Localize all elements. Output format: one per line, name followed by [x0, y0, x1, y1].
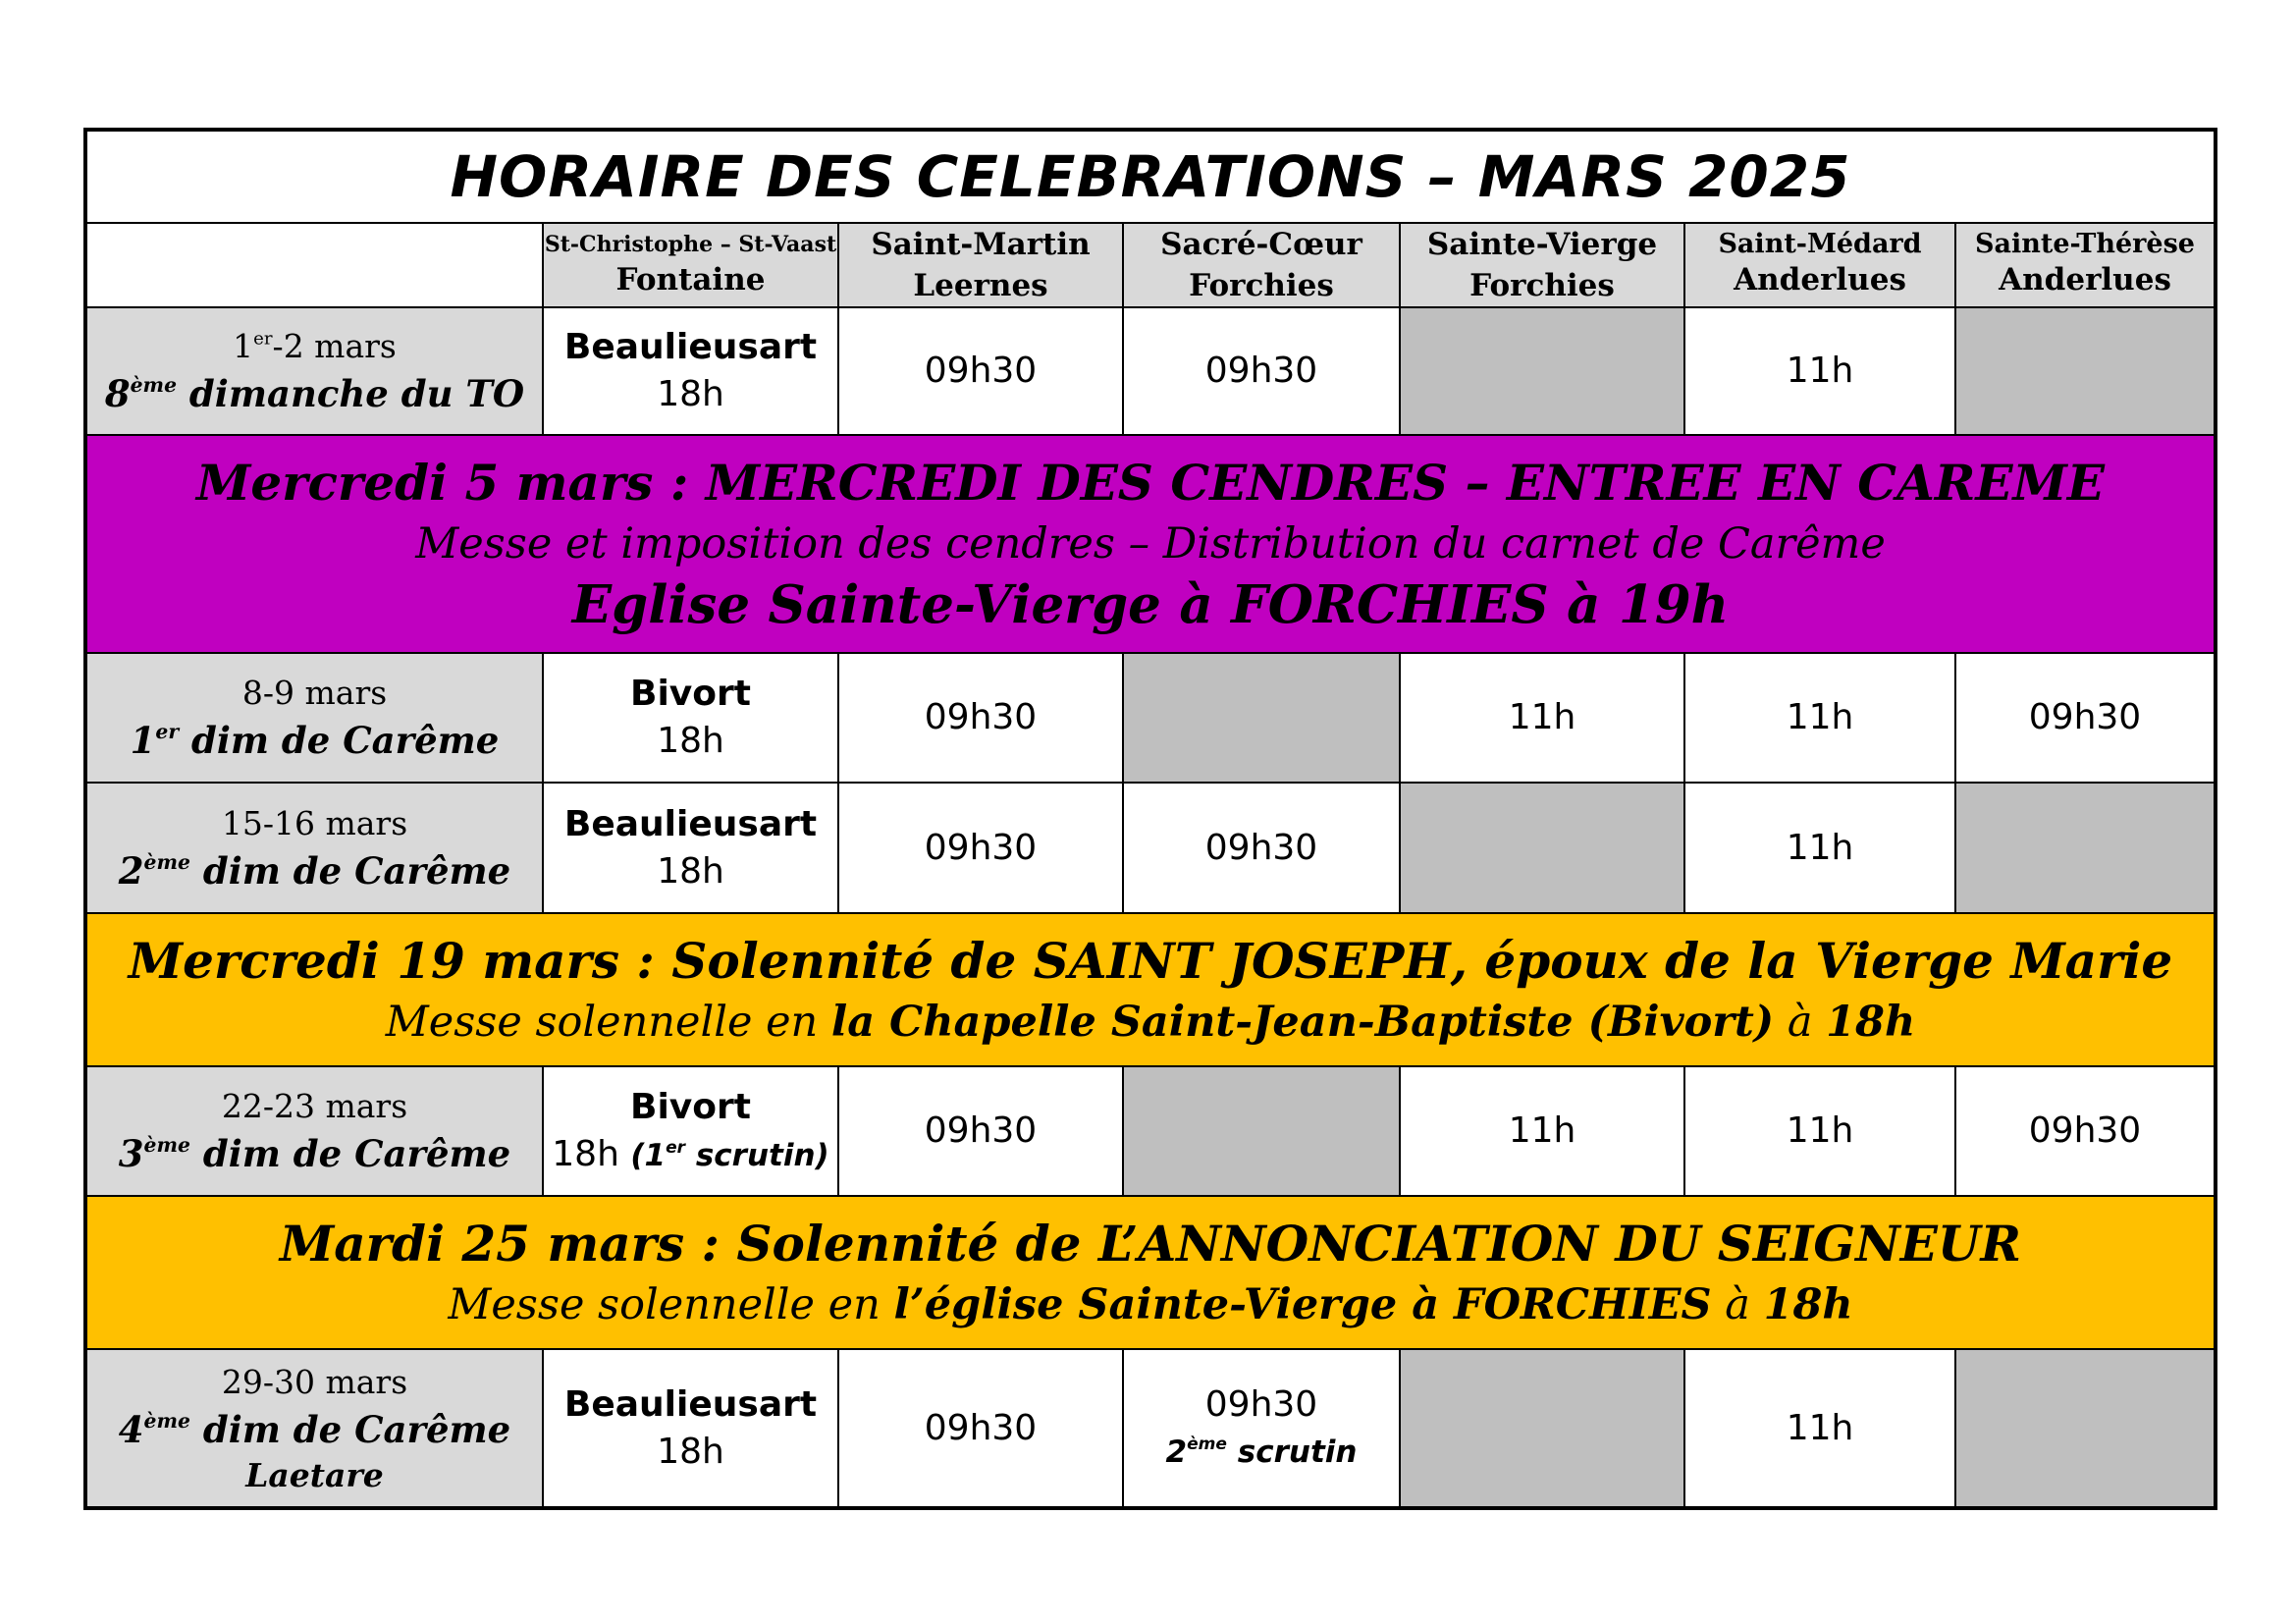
schedule-table [83, 128, 2217, 1510]
fontaine-cell [543, 1066, 838, 1196]
sainte-vierge-cell: 11h [1400, 1066, 1684, 1196]
sainte-vierge-cell-empty [1400, 783, 1684, 913]
leernes-cell: 09h30 [838, 653, 1123, 783]
sainte-therese-cell-empty [1955, 1349, 2216, 1508]
liturgical-day: 1er dim de Carême [130, 719, 500, 762]
event-subtitle: Messe et imposition des cendres – Distribution du carnet de Carême [415, 519, 1886, 568]
header-line1: Saint-Médard [1718, 229, 1922, 259]
header-blank-cell [85, 223, 543, 307]
mass-place: Beaulieusart [563, 1383, 818, 1425]
date-cell [85, 1349, 543, 1508]
mass-place: Bivort [630, 674, 751, 714]
header-line2: Fontaine [615, 262, 766, 298]
leernes-cell: 09h30 [838, 1349, 1123, 1508]
fontaine-cell [543, 783, 838, 913]
mass-place: Bivort [630, 1086, 751, 1127]
sainte-therese-cell: 09h30 [1955, 653, 2216, 783]
liturgical-day-extra: Laetare [245, 1455, 384, 1494]
sacre-coeur-cell-empty [1123, 653, 1400, 783]
leernes-cell: 09h30 [838, 783, 1123, 913]
weekend-row [85, 1066, 2216, 1196]
liturgical-day: 4ème dim de Carême [118, 1407, 511, 1451]
saint-joseph-band [85, 913, 2216, 1066]
date-range: 15-16 mars [221, 803, 408, 842]
mass-time: 18h [657, 1431, 724, 1472]
sainte-vierge-cell-empty [1400, 307, 1684, 435]
event-row-saint-joseph [85, 913, 2216, 1066]
date-range: 1er-2 mars [233, 327, 397, 365]
weekend-row [85, 1349, 2216, 1508]
event-title: Mercredi 5 mars : MERCREDI DES CENDRES – ENTREE EN CAREME [195, 454, 2106, 512]
header-line2: Anderlues [1999, 262, 2171, 298]
event-subtitle: Messe solennelle en l’église Sainte-Vierge à FORCHIES à 18h [448, 1280, 1853, 1329]
date-range: 22-23 mars [221, 1087, 408, 1125]
liturgical-day: 2ème dim de Carême [118, 848, 511, 893]
header-fontaine [543, 223, 838, 307]
header-sainte-vierge [1400, 223, 1684, 307]
event-row-ash-wednesday [85, 435, 2216, 653]
mass-place: Beaulieusart [563, 327, 818, 367]
sacre-coeur-cell: 09h30 [1123, 783, 1400, 913]
saint-medard-cell: 11h [1684, 307, 1955, 435]
saint-medard-cell: 11h [1684, 653, 1955, 783]
header-line1: Sainte-Vierge [1426, 227, 1658, 262]
header-leernes [838, 223, 1123, 307]
leernes-cell: 09h30 [838, 307, 1123, 435]
mass-note: 2ème scrutin [1165, 1434, 1358, 1470]
header-line2: Forchies [1469, 268, 1615, 303]
liturgical-day: 3ème dim de Carême [118, 1132, 511, 1175]
date-cell [85, 307, 543, 435]
mass-place: Beaulieusart [563, 803, 818, 844]
header-line1: St-Christophe – St-Vaast [544, 232, 837, 257]
annunciation-band [85, 1196, 2216, 1349]
date-cell [85, 653, 543, 783]
sainte-vierge-cell-empty [1400, 1349, 1684, 1508]
saint-medard-cell: 11h [1684, 1349, 1955, 1508]
event-title: Mercredi 19 mars : Solennité de SAINT JOSEPH, époux de la Vierge Marie [128, 932, 2173, 990]
sainte-vierge-cell: 11h [1400, 653, 1684, 783]
sacre-coeur-cell-empty [1123, 1066, 1400, 1196]
page-title: HORAIRE DES CELEBRATIONS – MARS 2025 [85, 130, 2216, 223]
sacre-coeur-cell [1123, 1349, 1400, 1508]
mass-time: 18h [657, 374, 724, 414]
header-sainte-therese [1955, 223, 2216, 307]
fontaine-cell [543, 1349, 838, 1508]
fontaine-cell [543, 653, 838, 783]
weekend-row [85, 783, 2216, 913]
mass-time: 18h [657, 721, 724, 761]
sainte-therese-cell: 09h30 [1955, 1066, 2216, 1196]
date-range: 8-9 mars [241, 674, 388, 712]
sainte-therese-cell-empty [1955, 783, 2216, 913]
weekend-row [85, 307, 2216, 435]
event-title: Mardi 25 mars : Solennité de L’ANNONCIATION DU SEIGNEUR [279, 1215, 2022, 1272]
event-subtitle: Messe solennelle en la Chapelle Saint-Jean-Baptiste (Bivort) à 18h [385, 998, 1916, 1047]
mass-time: 09h30 [1204, 1383, 1318, 1425]
fontaine-cell [543, 307, 838, 435]
weekend-row [85, 653, 2216, 783]
sainte-therese-cell-empty [1955, 307, 2216, 435]
header-line1: Saint-Martin [871, 227, 1091, 262]
header-line1: Sacré-Cœur [1160, 227, 1362, 262]
header-line2: Forchies [1189, 268, 1334, 303]
header-line2: Leernes [913, 268, 1048, 303]
mass-time: 18h [657, 850, 724, 892]
header-saint-medard [1684, 223, 1955, 307]
liturgical-day: 8ème dimanche du TO [104, 372, 525, 415]
mass-time: 18h (1er scrutin) [552, 1133, 829, 1174]
date-cell [85, 1066, 543, 1196]
event-row-annunciation [85, 1196, 2216, 1349]
header-sacre-coeur [1123, 223, 1400, 307]
header-line1: Sainte-Thérèse [1975, 229, 2195, 259]
saint-medard-cell: 11h [1684, 1066, 1955, 1196]
title-row [85, 130, 2216, 223]
saint-medard-cell: 11h [1684, 783, 1955, 913]
date-cell [85, 783, 543, 913]
event-location: Eglise Sainte-Vierge à FORCHIES à 19h [571, 574, 1730, 635]
date-range: 29-30 mars [221, 1362, 408, 1401]
header-row [85, 223, 2216, 307]
leernes-cell: 09h30 [838, 1066, 1123, 1196]
ash-wednesday-band [85, 435, 2216, 653]
header-line2: Anderlues [1734, 262, 1906, 298]
sacre-coeur-cell: 09h30 [1123, 307, 1400, 435]
